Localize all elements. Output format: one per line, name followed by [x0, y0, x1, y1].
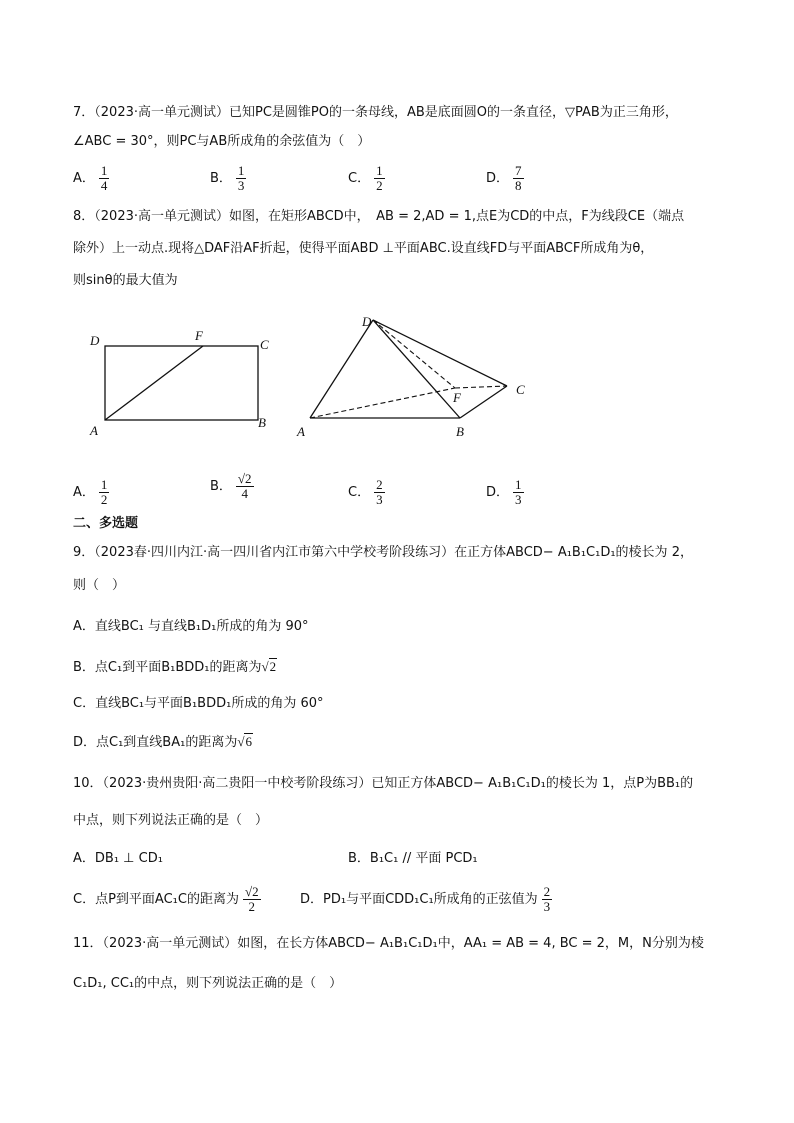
q7-option-a[interactable]: A． $\frac{1}{4}$ — [73, 163, 108, 193]
q10-option-b[interactable]: B．B₁C₁ // 平面 PCD₁ — [348, 851, 478, 866]
sqrt-expression: √6 — [237, 734, 252, 749]
option-label: C． — [348, 485, 371, 500]
option-label: A． — [73, 485, 95, 500]
label-c: C — [516, 382, 525, 397]
q9-option-d[interactable]: D．点C₁到直线BA₁的距离为√6 — [73, 734, 252, 750]
q10-stem-line2: 中点，则下列说法正确的是（ ） — [73, 813, 269, 828]
q9-option-b[interactable]: B．点C₁到平面B₁BDD₁的距离为√2 — [73, 659, 277, 675]
q9-option-c[interactable]: C．直线BC₁与平面B₁BDD₁所成的角为 60° — [73, 696, 324, 711]
edge-ad — [310, 320, 373, 418]
edge-bc — [460, 386, 507, 418]
q10-option-a[interactable]: A．DB₁ ⊥ CD₁ — [73, 851, 163, 866]
label-f: F — [195, 328, 203, 343]
q9-option-a[interactable]: A．直线BC₁ 与直线B₁D₁所成的角为 90° — [73, 619, 309, 634]
label-a: A — [297, 424, 305, 439]
q7-stem-line2: ∠ABC = 30°，则PC与AB所成角的余弦值为（ ） — [73, 134, 371, 149]
q8-folded-figure — [290, 310, 540, 445]
label-b: B — [258, 415, 266, 430]
q8-stem-line3: 则sinθ的最大值为 — [73, 273, 178, 288]
option-label: D． — [486, 485, 510, 500]
q7-stem-line1: 7．（2023·高一单元测试）已知PC是圆锥PO的一条母线，AB是底面圆O的一条直径，▽PAB为正三角形， — [73, 105, 678, 120]
q7-option-d[interactable]: D． $\frac{7}{8}$ — [486, 163, 522, 193]
edge-dc — [373, 320, 507, 386]
q8-stem-line2: 除外）上一动点.现将△DAF沿AF折起，使得平面ABD ⊥平面ABC.设直线FD与平面ABCF所成角为θ， — [73, 241, 654, 256]
segment-af — [105, 346, 203, 420]
option-label: B． — [210, 171, 232, 186]
q11-stem-line1: 11．（2023·高一单元测试）如图，在长方体ABCD− A₁B₁C₁D₁中，AA₁ = AB = 4, BC = 2，M，N分别为棱 — [73, 936, 704, 951]
edge-fc-hidden — [455, 386, 507, 388]
q8-stem-line1: 8．（2023·高一单元测试）如图，在矩形ABCD中， AB = 2,AD = 1,点E为CD的中点，F为线段CE（端点 — [73, 209, 685, 224]
label-d: D — [362, 314, 372, 329]
label-d: D — [90, 333, 100, 348]
option-label: B． — [210, 479, 232, 494]
option-label: D． — [486, 171, 510, 186]
q10-option-d[interactable]: D．PD₁与平面CDD₁C₁所成角的正弦值为 $\frac{2}{3}$ — [300, 884, 551, 914]
edge-db — [373, 320, 460, 418]
q8-rectangle-figure — [85, 325, 285, 440]
label-f: F — [453, 390, 461, 405]
section-heading-multi-choice: 二、多选题 — [73, 516, 139, 531]
q9-stem-line1: 9．（2023春·四川内江·高一四川省内江市第六中学校考阶段练习）在正方体ABCD− A₁B₁C₁D₁的棱长为 2， — [73, 545, 693, 560]
option-label: C． — [348, 171, 371, 186]
label-b: B — [456, 424, 464, 439]
q7-option-b[interactable]: B． $\frac{1}{3}$ — [210, 163, 245, 193]
q8-option-d[interactable]: D． $\frac{1}{3}$ — [486, 477, 522, 507]
q8-option-c[interactable]: C． $\frac{2}{3}$ — [348, 477, 383, 507]
q9-stem-line2: 则（ ） — [73, 578, 126, 593]
q8-option-a[interactable]: A． $\frac{1}{2}$ — [73, 477, 108, 507]
edge-af-hidden — [310, 388, 455, 418]
option-label: A． — [73, 171, 95, 186]
label-a: A — [90, 423, 98, 438]
q10-option-c[interactable]: C．点P到平面AC₁C的距离为 $\frac{√2}{2}$ — [73, 884, 259, 914]
q7-option-c[interactable]: C． $\frac{1}{2}$ — [348, 163, 383, 193]
rectangle-abcd — [105, 346, 258, 420]
q11-stem-line2: C₁D₁, CC₁的中点，则下列说法正确的是（ ） — [73, 976, 343, 991]
q10-stem-line1: 10．（2023·贵州贵阳·高二贵阳一中校考阶段练习）已知正方体ABCD− A₁B₁C₁D₁的棱长为 1，点P为BB₁的 — [73, 776, 694, 791]
q8-option-b[interactable]: B． $\frac{√2}{4}$ — [210, 471, 252, 501]
label-c: C — [260, 337, 269, 352]
sqrt-expression: √2 — [261, 659, 277, 674]
